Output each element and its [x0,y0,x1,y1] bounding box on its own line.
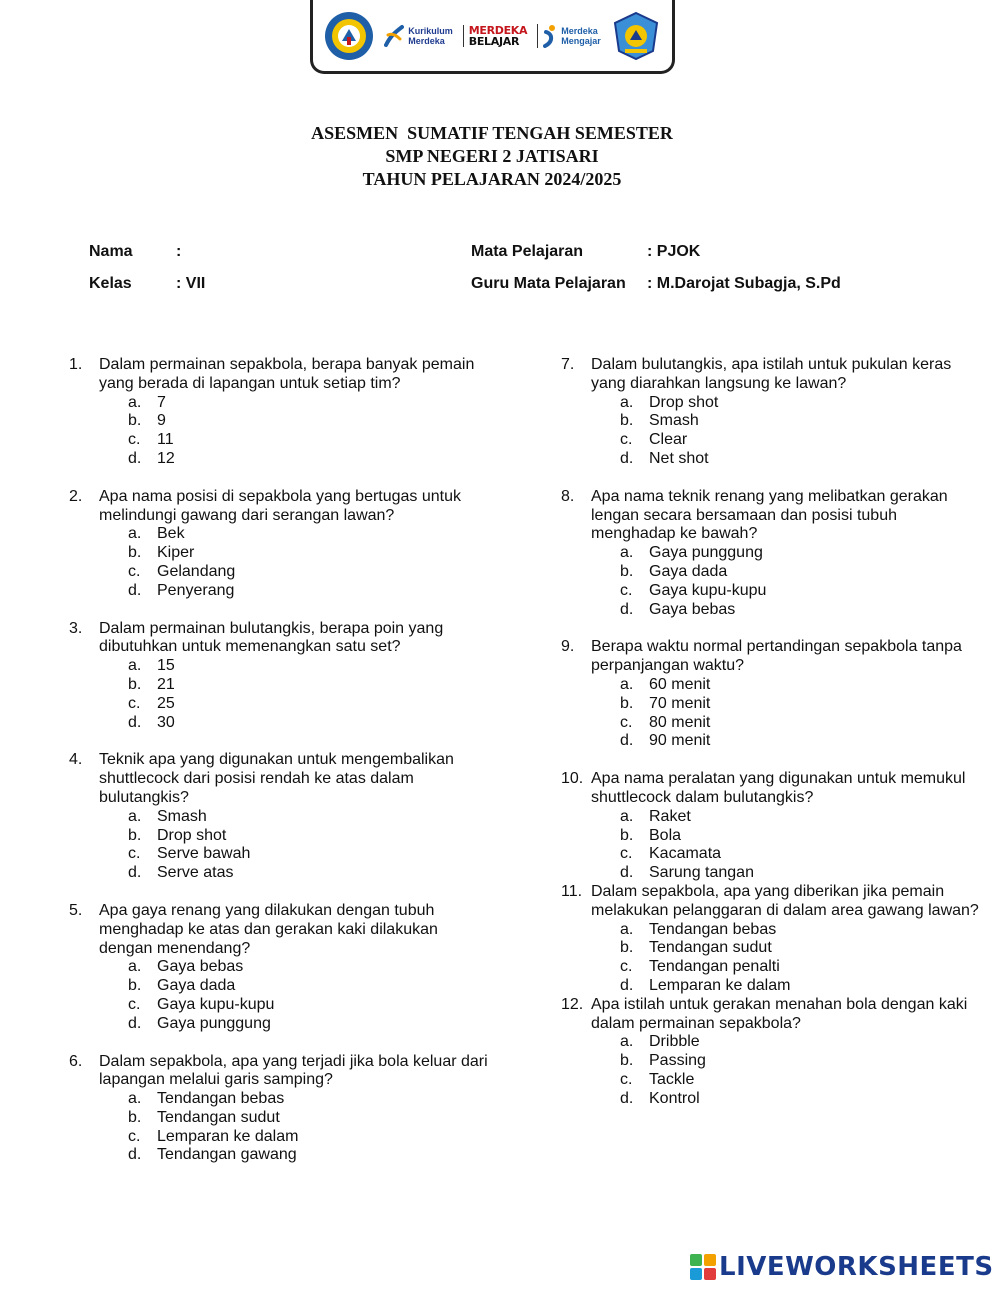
option-text: Smash [157,807,207,825]
option-letter: d. [620,732,634,750]
answer-options [591,544,981,619]
option-text: Raket [649,807,691,825]
answer-option[interactable] [591,732,981,751]
option-letter: b. [620,412,634,430]
mapel-value: : PJOK [647,243,701,260]
option-text: Smash [649,412,699,430]
answer-option[interactable] [99,1015,489,1034]
answer-option[interactable] [591,845,981,864]
answer-option[interactable] [591,1071,981,1090]
answer-option[interactable] [99,394,489,413]
question-7 [561,356,981,469]
option-text: 70 menit [649,694,711,712]
option-text: Gaya bebas [649,600,736,618]
option-text: 9 [157,412,166,430]
option-letter: b. [128,1108,142,1126]
option-text: 90 menit [649,732,711,750]
answer-option[interactable] [591,412,981,431]
answer-option[interactable] [99,1109,489,1128]
option-letter: c. [620,581,633,599]
option-letter: a. [128,807,142,825]
question-text: Apa gaya renang yang dilakukan dengan tubuh menghadap ke atas dan gerakan kaki dilakukan dengan menendang? [99,901,438,957]
answer-option[interactable] [591,977,981,996]
option-letter: c. [620,845,633,863]
question-text: Apa nama posisi di sepakbola yang bertugas untuk melindungi gawang dari serangan lawan? [99,487,462,524]
answer-options [591,394,981,469]
option-letter: c. [620,713,633,731]
option-letter: c. [128,1127,141,1145]
answer-option[interactable] [591,695,981,714]
option-letter: b. [620,562,634,580]
question-number: 11. [561,882,583,900]
question-number: 2. [69,487,83,505]
option-text: Passing [649,1052,706,1070]
option-text: Penyerang [157,581,235,599]
answer-option[interactable] [99,864,489,883]
merdeka-belajar-text-2: BELAJAR [468,34,520,48]
answer-option[interactable] [591,1033,981,1052]
answer-option[interactable] [591,939,981,958]
tut-wuri-emblem-icon [324,11,374,61]
answer-option[interactable] [99,845,489,864]
answer-options [591,808,981,883]
kurikulum-text-2: Merdeka [408,35,445,46]
question-text: Dalam permainan sepakbola, berapa banyak pemain yang berada di lapangan untuk setiap tim? [99,356,475,392]
option-letter: c. [128,995,141,1013]
option-letter: b. [128,412,142,430]
answer-option[interactable] [591,582,981,601]
answer-option[interactable] [99,1128,489,1147]
answer-option[interactable] [591,921,981,940]
option-text: Bek [157,525,185,543]
option-letter: b. [128,826,142,844]
question-3 [69,620,489,733]
option-letter: b. [620,694,634,712]
answer-option[interactable] [591,601,981,620]
document-title [0,122,984,191]
option-letter: c. [128,431,141,449]
merdeka-mengajar-logo [537,24,601,48]
question-number: 8. [561,487,575,505]
option-text: Tendangan bebas [157,1090,285,1108]
question-number: 7. [561,356,575,373]
option-text: Gaya dada [157,977,236,995]
question-8 [561,488,981,620]
nama-label: Nama [89,243,133,260]
option-letter: a. [620,393,634,411]
option-text: Kiper [157,544,195,562]
option-text: Tendangan sudut [157,1108,280,1126]
guru-value: : M.Darojat Subagja, S.Pd [647,275,841,292]
option-letter: b. [620,1052,634,1070]
question-11 [561,883,981,996]
option-text: Tendangan sudut [649,939,772,957]
answer-option[interactable] [99,525,489,544]
answer-option[interactable] [99,695,489,714]
logo-banner [310,0,675,74]
option-letter: d. [620,864,634,882]
option-letter: d. [620,1089,634,1107]
school-logo [611,11,661,61]
answer-option[interactable] [99,412,489,431]
option-text: Gelandang [157,562,236,580]
liveworksheets-logo-icon [690,1254,716,1280]
option-text: 60 menit [649,675,711,693]
answer-options [99,1090,489,1165]
option-letter: d. [620,600,634,618]
answer-option[interactable] [591,394,981,413]
answer-option[interactable] [591,450,981,469]
title-line-2: SMP NEGERI 2 JATISARI [385,146,599,166]
option-letter: a. [620,920,634,938]
guru-label: Guru Mata Pelajaran [471,275,626,292]
option-text: Tendangan penalti [649,958,780,976]
option-letter: d. [620,449,634,467]
option-letter: d. [128,713,142,731]
option-text: Lemparan ke dalam [157,1127,299,1145]
option-letter: d. [128,1146,142,1164]
question-text: Berapa waktu normal pertandingan sepakbola tanpa perpanjangan waktu? [591,638,962,675]
answer-option[interactable] [99,657,489,676]
merdeka-belajar-logo [463,25,528,47]
option-letter: d. [128,1014,142,1032]
option-letter: b. [128,977,142,995]
kurikulum-text-1: Kurikulum [408,25,453,36]
option-letter: d. [128,581,142,599]
option-letter: a. [128,1090,142,1108]
question-number: 10. [561,770,584,788]
answer-option[interactable] [99,563,489,582]
option-text: Clear [649,431,688,449]
answer-option[interactable] [99,1146,489,1165]
title-line-3: TAHUN PELAJARAN 2024/2025 [362,169,622,189]
option-letter: a. [620,544,634,562]
answer-option[interactable] [99,958,489,977]
kelas-label: Kelas [89,275,132,292]
question-number: 1. [69,356,83,373]
option-text: 7 [157,393,166,411]
question-10 [561,770,981,883]
option-text: 12 [157,449,175,467]
answer-option[interactable] [99,544,489,563]
option-letter: a. [128,393,142,411]
merdeka-belajar-text-1: MERDEKA [468,23,528,37]
questions-left-column [69,356,489,1165]
question-number: 4. [69,751,83,769]
option-text: 80 menit [649,713,711,731]
answer-option[interactable] [591,544,981,563]
answer-option[interactable] [591,1090,981,1109]
option-letter: b. [620,826,634,844]
option-letter: a. [620,807,634,825]
option-text: Dribble [649,1033,700,1051]
option-letter: a. [620,675,634,693]
kurikulum-merdeka-logo [384,23,453,49]
answer-option[interactable] [591,563,981,582]
answer-options [591,676,981,751]
question-text: Dalam bulutangkis, apa istilah untuk pukulan keras yang diarahkan langsung ke lawan? [591,356,952,392]
answer-option[interactable] [99,996,489,1015]
option-text: Gaya kupu-kupu [157,995,275,1013]
answer-option[interactable] [99,808,489,827]
question-2 [69,488,489,601]
option-letter: c. [620,958,633,976]
option-letter: c. [128,562,141,580]
question-text: Apa nama peralatan yang digunakan untuk memukul shuttlecock dalam bulutangkis? [591,770,966,806]
answer-options [99,394,489,469]
answer-option[interactable] [591,1052,981,1071]
answer-option[interactable] [591,864,981,883]
option-text: Drop shot [157,826,227,844]
questions-right-column [561,356,981,1108]
question-text: Apa nama teknik renang yang melibatkan gerakan lengan secara bersamaan dan posisi tubuh menghadap ke bawah? [591,487,948,543]
question-1 [69,356,489,469]
question-9 [561,638,981,751]
question-text: Apa istilah untuk gerakan menahan bola dengan kaki dalam permainan sepakbola? [591,995,968,1032]
question-5 [69,902,489,1034]
option-text: Serve bawah [157,845,251,863]
option-text: Drop shot [649,393,719,411]
answer-option[interactable] [591,714,981,733]
answer-options [99,808,489,883]
option-letter: a. [620,1033,634,1051]
option-text: 30 [157,713,175,731]
question-number: 12. [561,995,584,1013]
question-6 [69,1053,489,1166]
option-letter: a. [128,958,142,976]
answer-options [99,657,489,732]
option-letter: d. [128,864,142,882]
answer-option[interactable] [99,714,489,733]
option-text: Tendangan bebas [649,920,777,938]
option-text: Lemparan ke dalam [649,976,791,994]
question-number: 6. [69,1052,83,1070]
answer-option[interactable] [591,808,981,827]
question-text: Dalam permainan bulutangkis, berapa poin yang dibutuhkan untuk memenangkan satu set? [99,619,444,656]
answer-option[interactable] [99,450,489,469]
option-letter: b. [620,939,634,957]
option-letter: c. [128,845,141,863]
option-letter: a. [128,525,142,543]
school-emblem-icon [611,11,661,61]
answer-option[interactable] [591,431,981,450]
question-12 [561,996,981,1109]
option-text: Kacamata [649,845,722,863]
question-number: 9. [561,638,575,656]
option-text: 21 [157,675,175,693]
kurikulum-merdeka-icon [384,23,404,49]
title-line-1: ASESMEN SUMATIF TENGAH SEMESTER [311,123,673,143]
answer-option[interactable] [591,676,981,695]
question-4 [69,751,489,883]
question-number: 5. [69,901,83,919]
answer-option[interactable] [99,582,489,601]
answer-options [99,958,489,1033]
option-letter: c. [128,694,141,712]
kelas-value: : VII [176,275,206,292]
option-text: 25 [157,694,175,712]
answer-option[interactable] [99,827,489,846]
option-text: Gaya bebas [157,958,244,976]
option-letter: b. [128,544,142,562]
question-text: Dalam sepakbola, apa yang diberikan jika pemain melakukan pelanggaran di dalam area gawang lawan? [591,882,979,919]
answer-option[interactable] [591,827,981,846]
answer-options [591,921,981,996]
answer-option[interactable] [99,676,489,695]
brand-text: LIVEWORKSHEETS [719,1252,994,1282]
option-letter: c. [620,1070,633,1088]
option-text: 11 [157,431,174,449]
option-text: Gaya punggung [649,544,763,562]
option-text: Serve atas [157,864,234,882]
option-text: Gaya punggung [157,1014,271,1032]
option-letter: b. [128,675,142,693]
option-text: Kontrol [649,1089,700,1107]
option-letter: d. [128,449,142,467]
option-letter: a. [128,657,142,675]
answer-option[interactable] [99,977,489,996]
option-text: Bola [649,826,682,844]
merdeka-mengajar-text-2: Mengajar [561,35,601,46]
merdeka-mengajar-text-1: Merdeka [561,25,598,36]
option-text: Gaya kupu-kupu [649,581,767,599]
liveworksheets-brand [690,1252,994,1282]
option-text: Sarung tangan [649,864,754,882]
option-text: Gaya dada [649,562,728,580]
answer-options [99,525,489,600]
question-text: Dalam sepakbola, apa yang terjadi jika bola keluar dari lapangan melalui garis samping? [99,1052,488,1089]
question-number: 3. [69,619,83,637]
merdeka-mengajar-icon [543,24,557,48]
answer-options [591,1033,981,1108]
question-text: Teknik apa yang digunakan untuk mengembalikan shuttlecock dari posisi rendah ke atas dalam bulutangkis? [99,751,454,806]
answer-option[interactable] [99,1090,489,1109]
option-text: Tendangan gawang [157,1146,297,1164]
nama-value: : [176,243,182,260]
answer-option[interactable] [591,958,981,977]
option-text: 15 [157,657,175,675]
option-letter: c. [620,431,633,449]
tut-wuri-handayani-logo [324,11,374,61]
answer-option[interactable] [99,431,489,450]
mapel-label: Mata Pelajaran [471,243,584,260]
option-letter: d. [620,976,634,994]
option-text: Net shot [649,449,709,467]
option-text: Tackle [649,1070,695,1088]
